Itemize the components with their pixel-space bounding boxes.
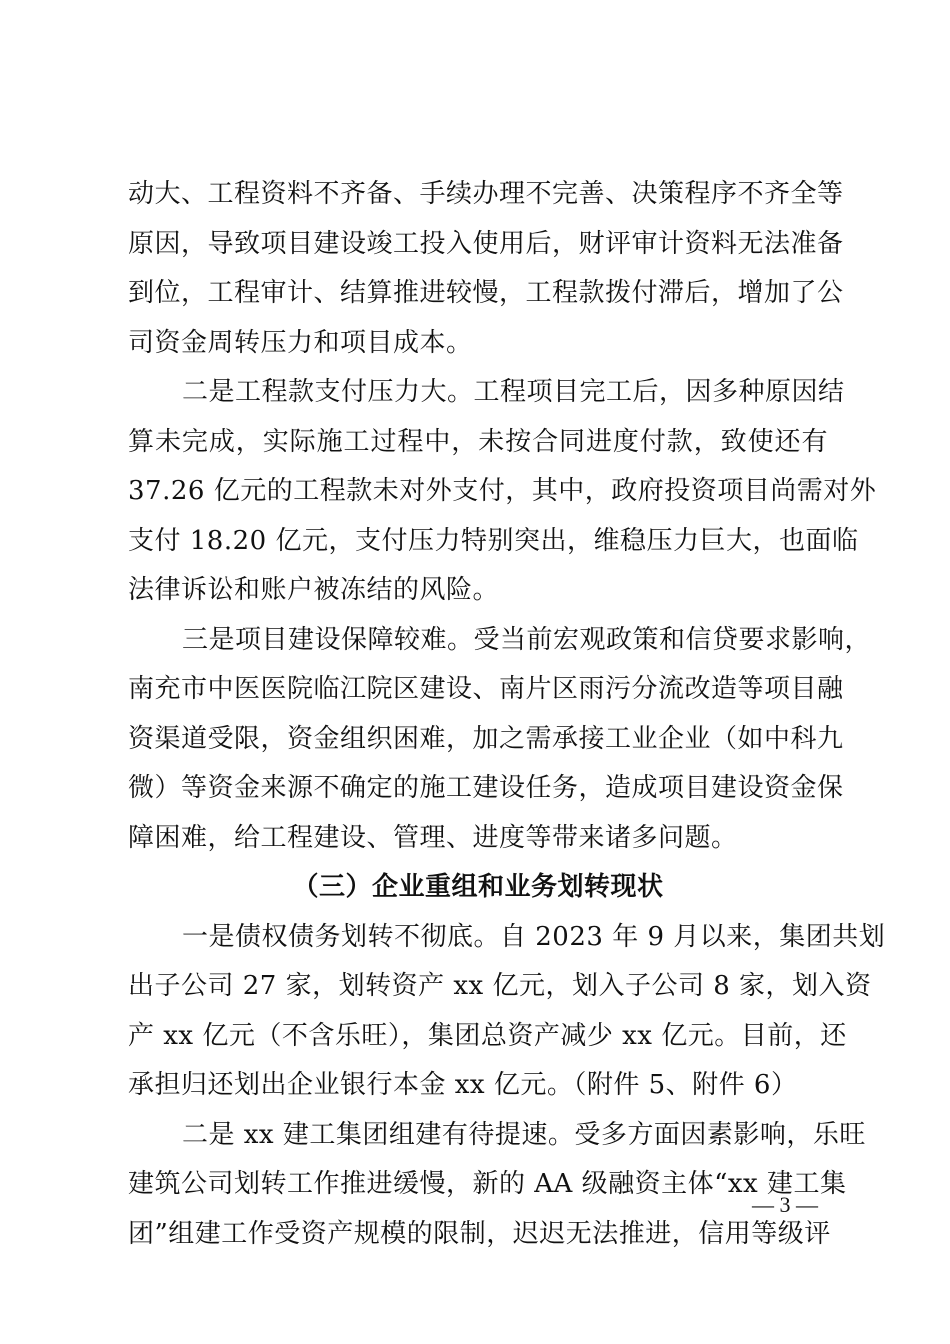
text-line: 算未完成，实际施工过程中，未按合同进度付款，致使还有 [128,426,828,457]
text-line: 资渠道受限，资金组织困难，加之需承接工业企业（如中科九 [128,723,844,754]
text-line: 承担归还划出企业银行本金 xx 亿元。（附件 5、附件 6） [128,1070,798,1100]
text-line: 团”组建工作受资产规模的限制，迟迟无法推进，信用等级评 [128,1218,831,1249]
body-text [128,170,886,1259]
text-line: 支付 18.20 亿元，支付压力特别突出，维稳压力巨大，也面临 [128,525,859,556]
text-line: 出子公司 27 家，划转资产 xx 亿元，划入子公司 8 家，划入资 [128,971,872,1001]
text-line: 建筑公司划转工作推进缓慢，新的 AA 级融资主体“xx 建工集 [128,1169,847,1199]
text-line: 原因，导致项目建设竣工投入使用后，财评审计资料无法准备 [128,228,844,259]
text-line: 南充市中医医院临江院区建设、南片区雨污分流改造等项目融 [128,674,844,704]
text-line: 司资金周转压力和项目成本。 [128,327,473,358]
text-line: 产 xx 亿元（不含乐旺），集团总资产减少 xx 亿元。目前，还 [128,1020,847,1051]
page-number: — 3 — [752,1192,818,1217]
text-line: 动大、工程资料不齐备、手续办理不完善、决策程序不齐全等 [128,179,844,209]
text-line: 微）等资金来源不确定的施工建设任务，造成项目建设资金保 [128,773,844,803]
text-line: 三是项目建设保障较难。受当前宏观政策和信贷要求影响， [182,624,872,655]
text-line: 二是 xx 建工集团组建有待提速。受多方面因素影响，乐旺 [182,1119,866,1150]
text-line: 37.26 亿元的工程款未对外支付，其中，政府投资项目尚需对外 [128,476,877,506]
text-line: 到位，工程审计、结算推进较慢，工程款拨付滞后，增加了公 [128,278,844,308]
section-heading: （三）企业重组和业务划转现状 [292,872,664,902]
text-line: 法律诉讼和账户被冻结的风险。 [128,575,500,605]
text-line: 二是工程款支付压力大。工程项目完工后，因多种原因结 [182,377,845,407]
text-line: 一是债权债务划转不彻底。自 2023 年 9 月以来，集团共划 [182,921,886,952]
text-line: 障困难，给工程建设、管理、进度等带来诸多问题。 [128,822,738,853]
